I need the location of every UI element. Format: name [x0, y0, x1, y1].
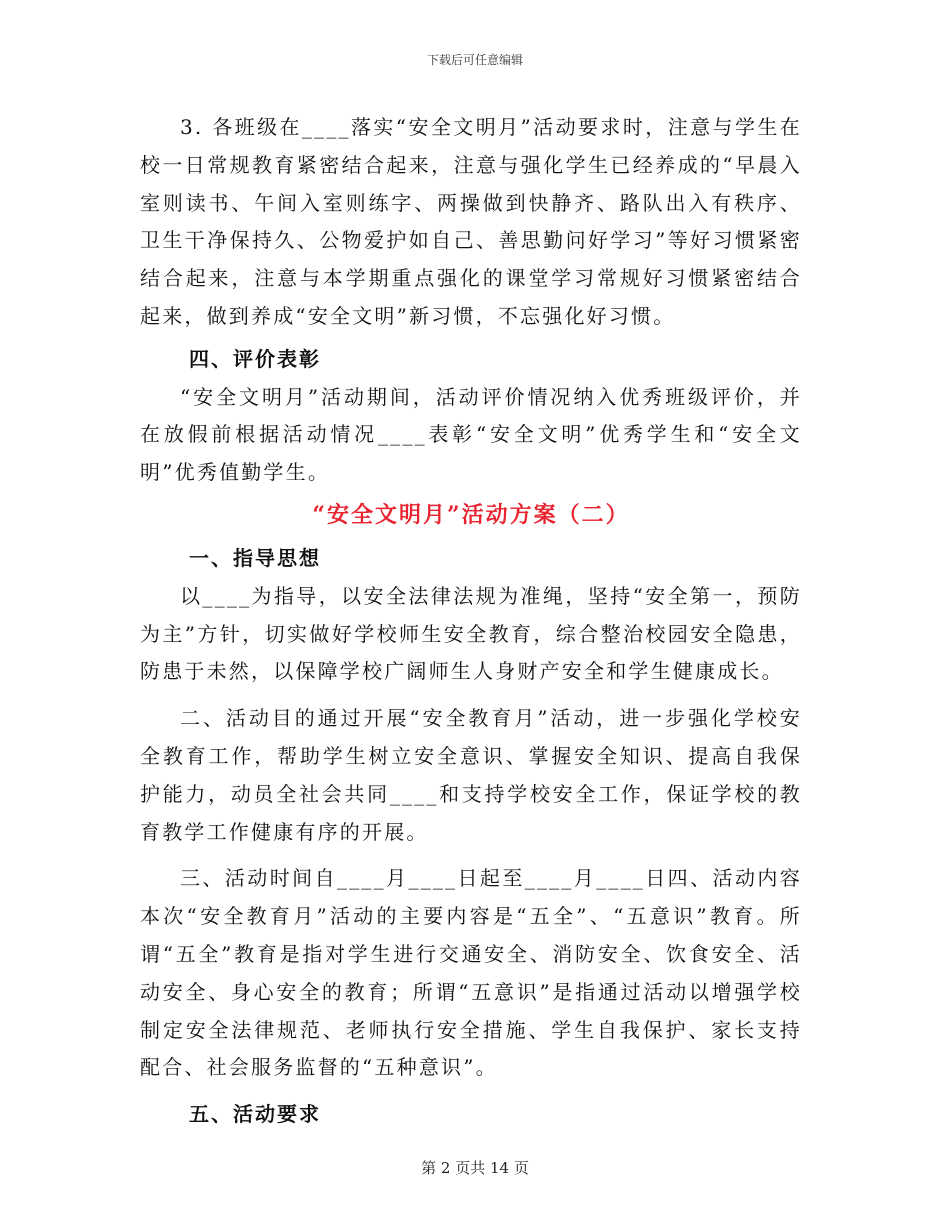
document-title: “安全文明月”活动方案（二） — [312, 501, 630, 528]
section-heading-requirements: 五、活动要求 — [189, 1102, 321, 1127]
page-footer: 第 2 页共 14 页 — [421, 1159, 529, 1177]
page-header: 下载后可任意编辑 — [426, 53, 523, 67]
paragraph-activity-time-content: 三、活动时间自____月____日起至____月____日四、活动内容本次“安全教育月”活动的主要内容是“五全”、“五意识”教育。所谓“五全”教育是指对学生进行交通安全、消防安全、饮食安全、活动安全、身心安全的教育；所谓“五意识”是指通过活动以增强学校制定安全法律规范、老师执行安全措施、学生自我保护、家长支持配合、社会服务监督的“五种意识”。 — [140, 866, 802, 1080]
section-heading-evaluation: 四、评价表彰 — [189, 346, 321, 371]
paragraph-guiding-thought: 以____为指导，以安全法律法规为准绳，坚持“安全第一，预防为主”方针，切实做好学校师生安全教育，综合整治校园安全隐患，防患于未然，以保障学校广阔师生人身财产安全和学生健康成长。 — [140, 583, 802, 684]
section-heading-guiding-thought: 一、指导思想 — [189, 545, 321, 570]
document-body — [140, 109, 802, 1134]
paragraph-item-3: 3. 各班级在____落实“安全文明月”活动要求时，注意与学生在校一日常规教育紧密结合起来，注意与强化学生已经养成的“早晨入室则读书、午间入室则练字、两操做到快静齐、路队出入有秩序、卫生干净保持久、公物爱护如自己、善思勤问好学习”等好习惯紧密结合起来，注意与本学期重点强化的课堂学习常规好习惯紧密结合起来，做到养成“安全文明”新习惯，不忘强化好习惯。 — [140, 115, 802, 328]
paragraph-evaluation: “安全文明月”活动期间，活动评价情况纳入优秀班级评价，并在放假前根据活动情况____表彰“安全文明”优秀学生和“安全文明”优秀值勤学生。 — [140, 384, 802, 485]
paragraph-activity-purpose: 二、活动目的通过开展“安全教育月”活动，进一步强化学校安全教育工作，帮助学生树立安全意识、掌握安全知识、提高自我保护能力，动员全社会共同____和支持学校安全工作，保证学校的教育教学工作健康有序的开展。 — [140, 706, 802, 844]
